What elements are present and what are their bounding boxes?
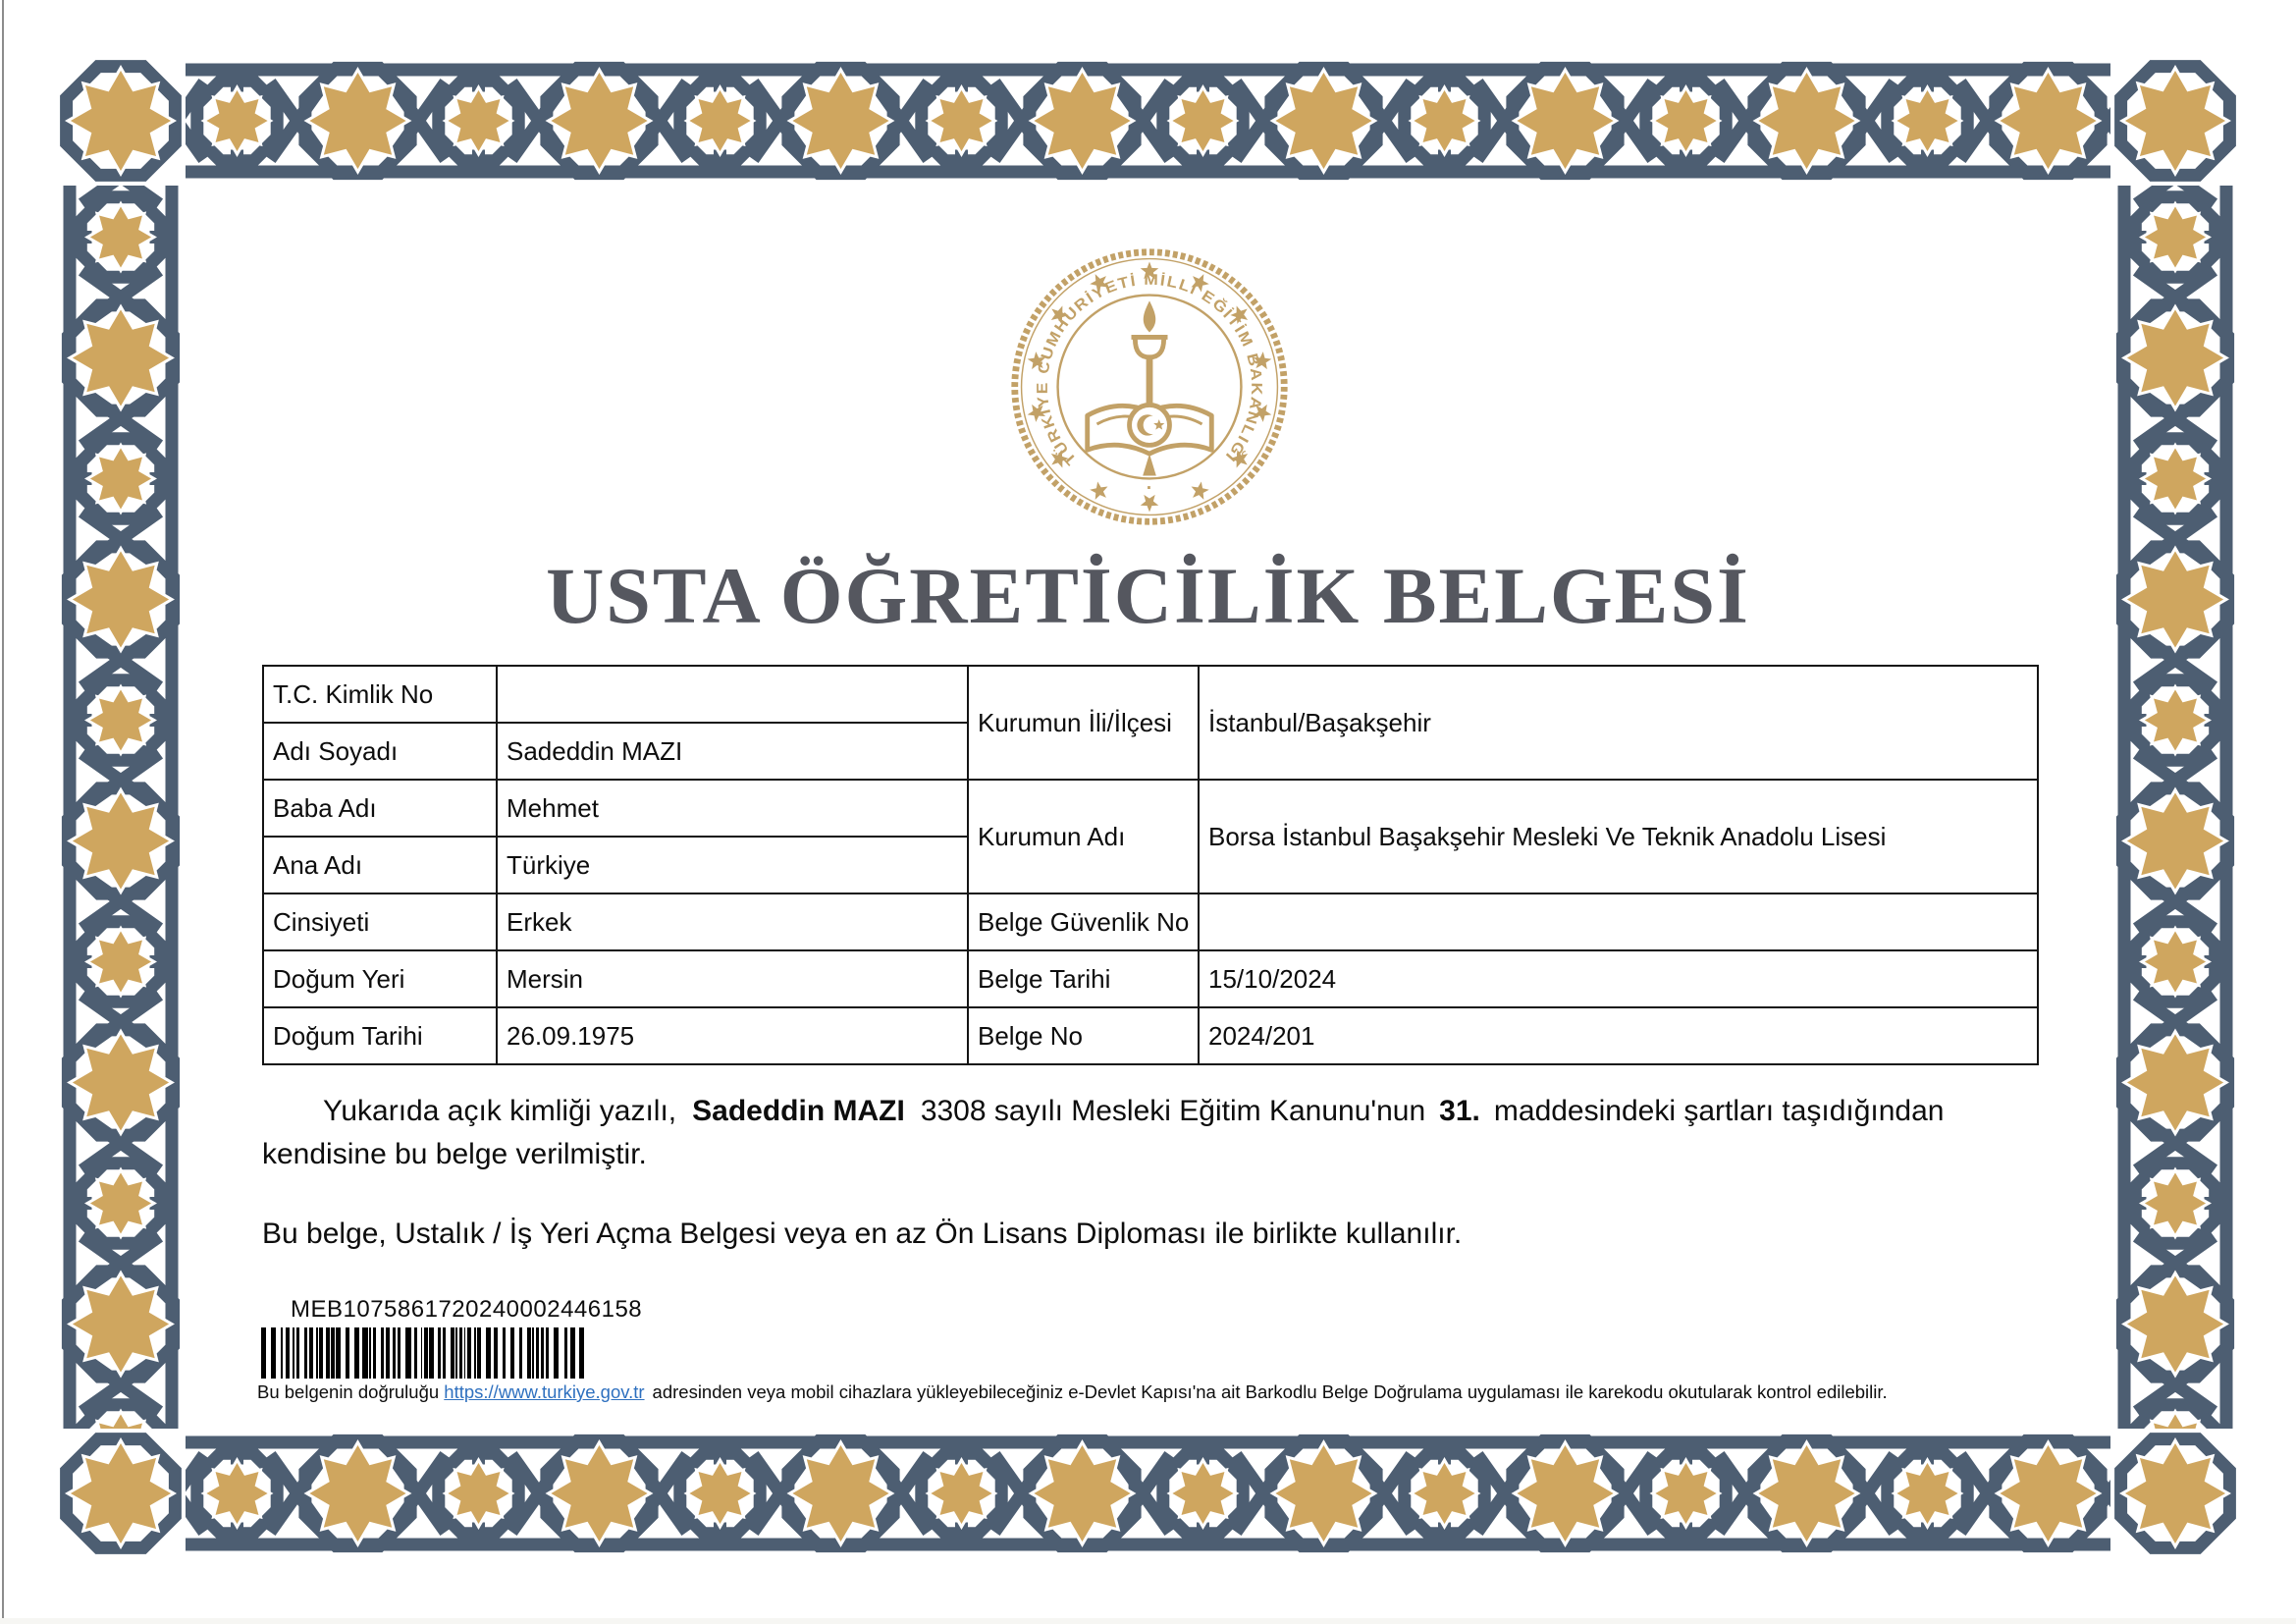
torch-flame — [1144, 300, 1156, 332]
emblem-separator-dot: · — [1146, 477, 1153, 500]
table-cell-label: T.C. Kimlik No — [263, 666, 497, 723]
law-article-number: 31. — [1439, 1095, 1480, 1127]
table-row — [263, 893, 2038, 950]
table-cell-label: Baba Adı — [263, 780, 497, 837]
table-cell-label: Belge No — [968, 1007, 1199, 1064]
border-right-band — [2110, 184, 2240, 1429]
verification-footer — [257, 1381, 2230, 1403]
statement-mid: 3308 sayılı Mesleki Eğitim Kanunu'nun — [920, 1095, 1426, 1127]
table-cell-value: 15/10/2024 — [1199, 950, 2038, 1007]
table-cell-value: Türkiye — [497, 837, 968, 893]
table-cell-value — [1199, 893, 2038, 950]
holder-name: Sadeddin MAZI — [692, 1095, 905, 1127]
table-cell-label: Cinsiyeti — [263, 893, 497, 950]
barcode — [261, 1327, 630, 1379]
statement-start: Yukarıda açık kimliği yazılı, — [323, 1095, 677, 1127]
border-left-band — [56, 184, 186, 1429]
certificate-title: USTA ÖĞRETİCİLİK BELGESİ — [546, 551, 1750, 640]
table-cell-label: Kurumun Adı — [968, 780, 1199, 893]
table-row — [263, 666, 2038, 723]
ministry-emblem — [1006, 244, 1293, 530]
footer-prefix: Bu belgenin doğruluğu — [257, 1381, 445, 1402]
table-cell-value: İstanbul/Başakşehir — [1199, 666, 2038, 780]
statement-end: maddesindeki şartları taşıdığından kendisine bu belge verilmiştir. — [262, 1095, 1945, 1170]
table-cell-value: Sadeddin MAZI — [497, 723, 968, 780]
table-cell-value: Borsa İstanbul Başakşehir Mesleki Ve Teknik Anadolu Lisesi — [1199, 780, 2038, 893]
table-cell-label: Belge Tarihi — [968, 950, 1199, 1007]
table-cell-value: 2024/201 — [1199, 1007, 2038, 1064]
table-cell-label: Kurumun İli/İlçesi — [968, 666, 1199, 780]
emblem-torch-book-art — [1088, 300, 1212, 475]
table-cell-value: Mehmet — [497, 780, 968, 837]
table-row — [263, 1007, 2038, 1064]
barcode-number: MEB1075861720240002446158 — [291, 1296, 643, 1323]
usage-note: Bu belge, Ustalık / İş Yeri Açma Belgesi veya en az Ön Lisans Diploması ile birlikte kullanılır. — [262, 1218, 1463, 1250]
torch-cup — [1135, 339, 1163, 356]
table-cell-label: Doğum Tarihi — [263, 1007, 497, 1064]
footer-suffix: adresinden veya mobil cihazlara yükleyebileceğiniz e-Devlet Kapısı'na ait Barkodlu Belge Doğrulama uygulaması ile karekodu okutularak kontrol edilebilir. — [652, 1381, 1888, 1402]
emblem-circular-text: TÜRKİYE CUMHURİYETİ MİLLİ EĞİTİM BAKANLIĞI — [1034, 271, 1265, 468]
table-cell-value: Mersin — [497, 950, 968, 1007]
statement-paragraph — [262, 1090, 1980, 1176]
table-cell-value: Erkek — [497, 893, 968, 950]
table-cell-label: Ana Adı — [263, 837, 497, 893]
table-cell-label: Belge Güvenlik No — [968, 893, 1199, 950]
border-bottom-band — [56, 1429, 2240, 1558]
table-cell-label: Doğum Yeri — [263, 950, 497, 1007]
table-cell-label: Adı Soyadı — [263, 723, 497, 780]
table-row — [263, 950, 2038, 1007]
table-row — [263, 780, 2038, 837]
book-tail — [1143, 454, 1156, 475]
border-top-band — [56, 56, 2240, 186]
info-table — [262, 665, 2039, 1065]
verification-link[interactable]: https://www.turkiye.gov.tr — [444, 1381, 645, 1402]
table-cell-value: 26.09.1975 — [497, 1007, 968, 1064]
table-cell-value — [497, 666, 968, 723]
